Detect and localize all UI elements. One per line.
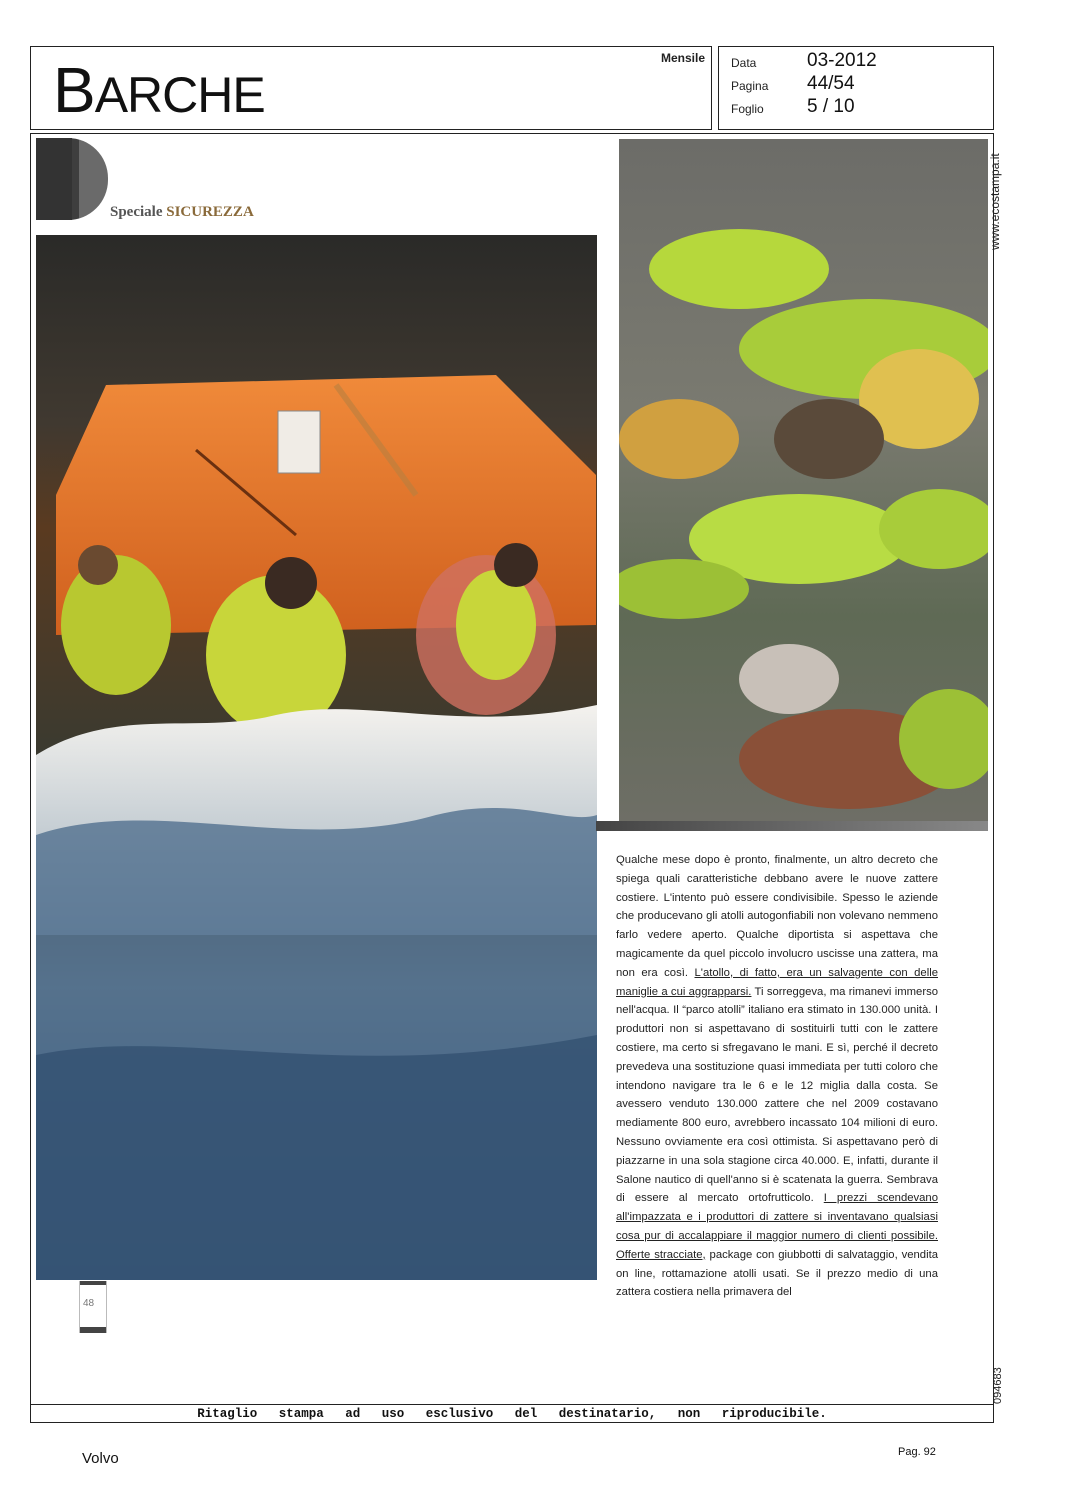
article-text-3: package con giubbotti di salvataggio, vendita on line, rottamazione atolli usati. Se il prezzo medio di una zattera costiera nella primavera del [616,1248,939,1299]
photo-lifejackets [619,139,988,821]
meta-row-date: Data 03-2012 [731,50,877,71]
footer-client: Volvo [82,1450,119,1467]
article-text-1: Qualche mese dopo è pronto, finalmente, un altro decreto che spiega quali caratteristiche debbano avere le nuove zattere costiere. L'intento può essere condivisibile. Spesso le aziende che producevano gli atolli autogonfiabili non volevano nemmeno farlo vedere aperto. Qualche diportista si aspettava che magicamente da quel piccolo involucro uscisse una zattera, ma non era così. [616,854,938,979]
clipping-code: 094683 [992,1367,1004,1404]
article-body [616,851,938,1302]
article-underline-2: I prezzi scendevano all'impazzata e i produttori di zattere si inventavano qualsiasi cosa pur di accalappiare il maggior numero di clienti possibile. Offerte stracciate, [616,1192,939,1261]
issue-meta-box [718,46,994,130]
photo-liferaft-illustration [36,235,597,1280]
source-url: www.ecostampa.it [988,153,1002,250]
meta-page-value: 44/54 [807,73,855,94]
page-number: 48 [83,1298,95,1309]
publication-title: BARCHE [53,54,265,126]
footer-page: Pag. 92 [898,1446,936,1458]
section-b-logo-shadow [36,138,72,220]
meta-sheet-value: 5 / 10 [807,96,855,117]
section-label: Speciale SICUREZZA [110,204,254,220]
article-text-2: Ti sorreggeva, ma rimanevi immerso nell'acqua. Il “parco atolli” italiano era stimato in 130.000 unità. I produttori non si aspettavano di sostituirli tutti con le zattere costiere, ma certo si sfregavano le mani. E sì, perché il decreto prevedeva una sostituzione quasi immediata per tutti coloro che intendono navigare tra le 6 e le 12 miglia dalla costa. Se avessero venduto 130.000 zattere che nel 2009 costavano mediamente 800 euro, avrebbero incassato 104 milioni di euro. Nessuno ovviamente era così ottimista. Si aspettavano però di piazzarne in una sola stagione circa 40.000. E, infatti, durante il Salone nautico di quell'anno si è scatenata la guerra. Sembrava di essere al mercato ortofrutticolo. [616,985,939,1205]
periodicity-label: Mensile [660,51,705,65]
meta-row-page: Pagina 44/54 [731,73,855,94]
disclaimer: Ritaglio stampa ad uso esclusivo del destinatario, non riproducibile. [30,1404,994,1423]
photo-liferaft-sea [36,235,597,1280]
meta-date-value: 03-2012 [807,50,877,71]
photo-lifejackets-illustration [619,139,988,821]
photo-divider [596,821,988,831]
article-underline-1: L'atollo, di fatto, era un salvagente con delle maniglie a cui aggrapparsi. [616,966,939,998]
meta-row-sheet: Foglio 5 / 10 [731,96,855,117]
masthead [30,46,712,130]
